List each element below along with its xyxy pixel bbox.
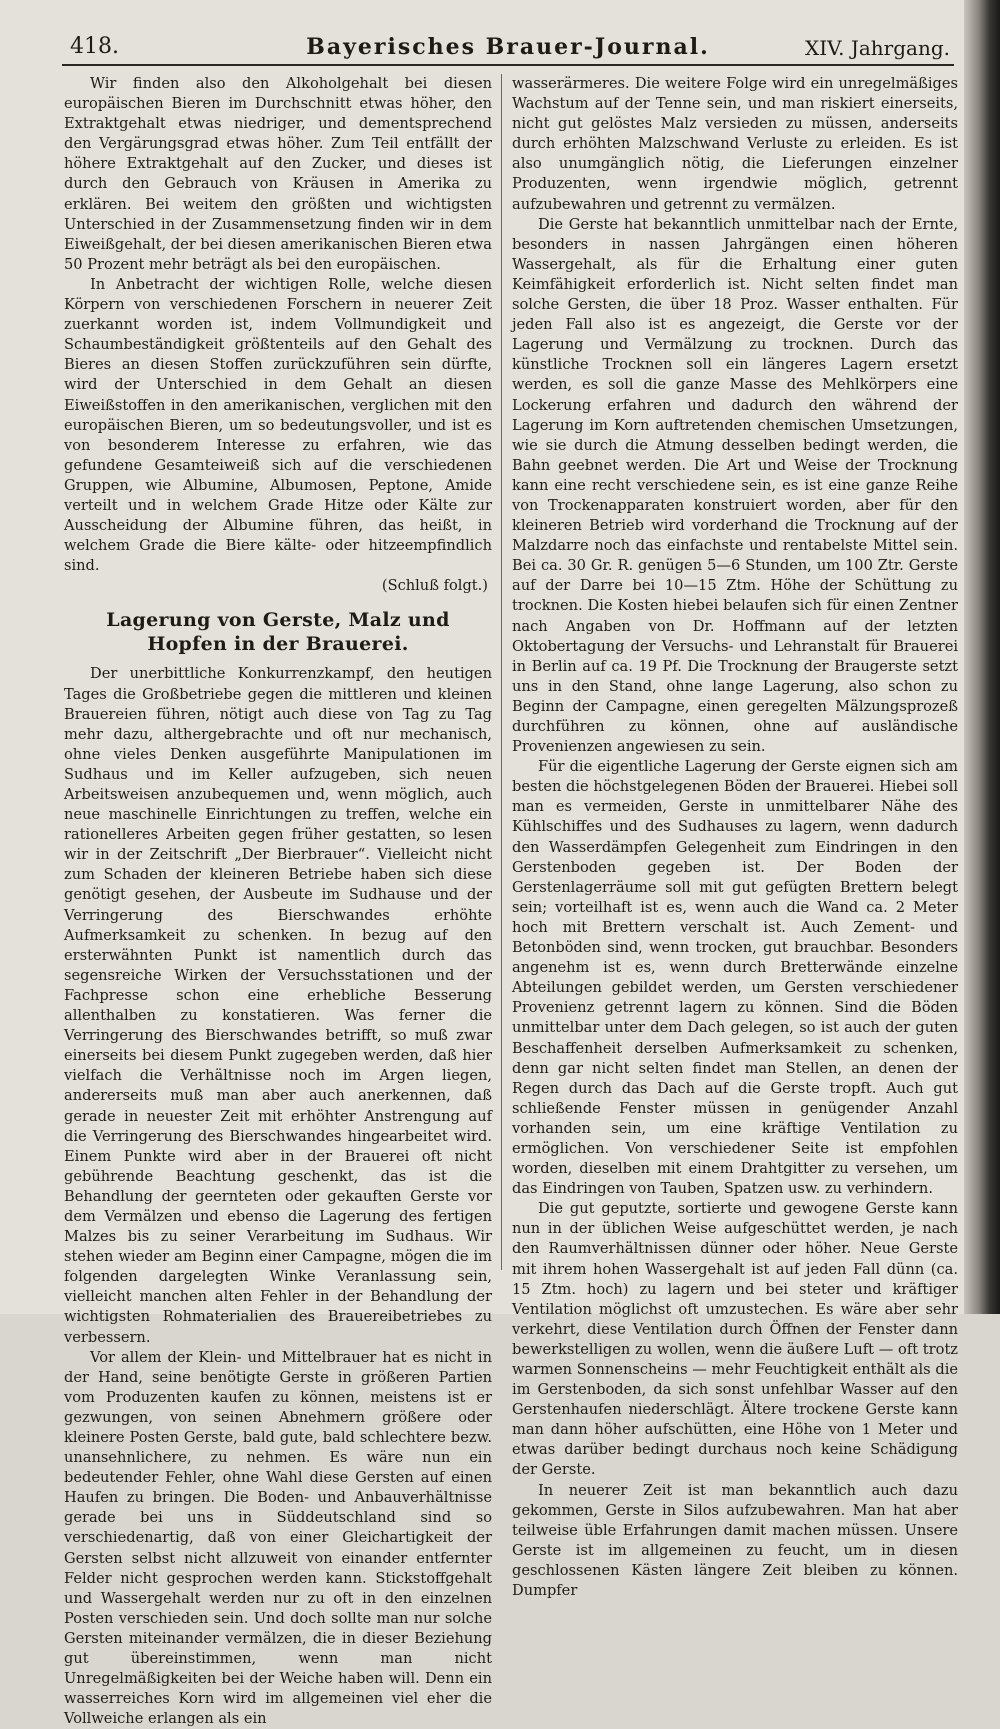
paragraph: In neuerer Zeit ist man bekanntlich auch dazu gekommen, Gerste in Silos aufzubewahren. Man hat aber teilweise üble Erfahrungen damit machen müssen. Unsere Gerste ist im allgemeinen zu feucht, um in diesen geschlossenen Kästen längere Zeit bleiben zu können. Dumpfer [512, 1481, 958, 1600]
paragraph: In Anbetracht der wichtigen Rolle, welche diesen Körpern von verschiedenen Forschern in neuerer Zeit zuerkannt worden ist, indem Vollmundigkeit und Schaumbeständigkeit größtenteils auf den Gehalt des Bieres an diesen Stoffen zurückzuführen sein dürfte, wird der Unterschied in dem Gehalt an diesen Eiweißstoffen in den amerikanischen, verglichen mit den europäischen Bieren, um so bedeutungsvoller, und ist es von besonderem Interesse zu erfahren, wie das gefundene Gesamteiweiß sich auf die verschiedenen Gruppen, wie Albumine, Albumosen, Peptone, Amide verteilt und in welchem Grade Hitze oder Kälte zur Ausscheidung der Albumine führen, das heißt, in welchem Grade die Biere kälte- oder hitzeempfindlich sind. [64, 275, 492, 575]
volume-label: XIV. Jahrgang. [805, 36, 950, 60]
paragraph: Der unerbittliche Konkurrenzkampf, den heutigen Tages die Großbetriebe gegen die mittleren und kleinen Brauereien führen, nötigt auch diese von Tag zu Tag mehr dazu, althergebrachte und oft nur mechanisch, ohne vieles Denken ausgeführte Manipulationen im Sudhaus und im Keller aufzugeben, sich neuen Arbeitsweisen anzubequemen und, wenn möglich, auch neue maschinelle Einrichtungen zu treffen, welche ein rationelleres Arbeiten gegen früher gestatten, so lesen wir in der Zeitschrift „Der Bierbrauer“. Vielleicht nicht zum Schaden der kleineren Betriebe haben sich diese genötigt gesehen, der Ausbeute im Sudhause und der Verringerung des Bierschwandes erhöhte Aufmerksamkeit zu schenken. In bezug auf den ersterwähnten Punkt ist namentlich durch das segensreiche Wirken der Versuchsstationen und der Fachpresse schon eine erhebliche Besserung allenthalben zu konstatieren. Was ferner die Verringerung des Bierschwandes betrifft, so muß zwar einerseits bei diesem Punkt zugegeben werden, daß hier vielfach die Verhältnisse noch im Argen liegen, andererseits muß man aber auch anerkennen, daß gerade in neuester Zeit mit erhöhter Anstrengung auf die Verringerung des Bierschwandes hingearbeitet wird. Einem Punkte wird aber in der Brauerei oft nicht gebührende Beachtung geschenkt, das ist die Behandlung der geernteten oder gekauften Gerste vor dem Vermälzen und ebenso die Lagerung des fertigen Malzes bis zu seiner Verarbeitung im Sudhaus. Wir stehen wieder am Beginn einer Campagne, mögen die im folgenden dargelegten Winke Veranlassung sein, vielleicht manchen alten Fehler in der Behandlung der wichtigsten Rohmaterialien des Brauereibetriebes zu verbessern. [64, 665, 492, 1346]
paragraph: Vor allem der Klein- und Mittelbrauer hat es nicht in der Hand, seine benötigte Gerste in größeren Partien vom Produzenten kaufen zu können, meistens ist er gezwungen, von seinen Abnehmern größere oder kleinere Posten Gerste, bald gute, bald schlechtere bezw. unansehnlichere, zu nehmen. Es wäre nun ein bedeutender Fehler, ohne Wahl diese Gersten auf einen Haufen zu bringen. Die Boden- und Anbauverhältnisse gerade bei uns in Süddeutschland sind so verschiedenartig, daß von einer Gleichartigkeit der Gersten selbst nicht allzuweit von einander entfernter Felder nicht gesprochen werden kann. Stickstoffgehalt und Wassergehalt werden nur zu oft in den einzelnen Posten verschieden sein. Und doch sollte man nur solche Gersten miteinander vermälzen, die in dieser Beziehung gut übereinstimmen, wenn man nicht Unregelmäßigkeiten bei der Weiche haben will. Denn ein wasserreiches Korn wird im allgemeinen viel eher die Vollweiche erlangen als ein [64, 1348, 492, 1728]
column-divider [501, 74, 502, 1270]
article-heading: Lagerung von Gerste, Malz und Hopfen in der Brauerei. [106, 609, 450, 656]
right-column [512, 74, 958, 1601]
paragraph: Wir finden also den Alkoholgehalt bei diesen europäischen Bieren im Durchschnitt etwas höher, den Extraktgehalt etwas niedriger, und dementsprechend den Vergärungsgrad etwas höher. Zum Teil entfällt der höhere Extraktgehalt auf den Zucker, und dieses ist durch den Gebrauch von Kräusen in Amerika zu erklären. Bei weitem den größten und wichtigsten Unterschied in der Zusammensetzung finden wir in dem Eiweißgehalt, der bei diesen amerikanischen Bieren etwa 50 Prozent mehr beträgt als bei den europäischen. [64, 75, 492, 273]
paragraph: Die gut geputzte, sortierte und gewogene Gerste kann nun in der üblichen Weise aufgeschüttet werden, je nach den Raumverhältnissen dünner oder höher. Neue Gerste mit ihrem hohen Wassergehalt ist auf jeden Fall dünn (ca. 15 Ztm. hoch) zu lagern und bei steter und kräftiger Ventilation möglichst oft umzustechen. Es wäre aber sehr verkehrt, diese Ventilation durch Öffnen der Fenster dann bewerkstelligen zu wollen, wenn die äußere Luft — oft trotz warmen Sonnenscheins — mehr Feuchtigkeit enthält als die im Gerstenboden, da sich sonst unfehlbar Wasser auf den Gerstenhaufen niederschlägt. Ältere trockene Gerste kann man dann höher aufschütten, eine Höhe von 1 Meter und etwas darüber bedingt durchaus noch keine Schädigung der Gerste. [512, 1200, 958, 1479]
paragraph: wasserärmeres. Die weitere Folge wird ein unregelmäßiges Wachstum auf der Tenne sein, und man riskiert einerseits, nicht gut gelöstes Malz versieden zu müssen, anderseits durch erhöhten Malzschwand Verluste zu erleiden. Es ist also unumgänglich nötig, die Lieferungen einzelner Produzenten, wenn irgendwie möglich, getrennt aufzubewahren und getrennt zu vermälzen. [512, 75, 958, 213]
page-number: 418. [70, 34, 119, 59]
journal-title: Bayerisches Brauer-Journal. [306, 34, 710, 60]
paragraph: Für die eigentliche Lagerung der Gerste eignen sich am besten die höchstgelegenen Böden der Brauerei. Hiebei soll man es vermeiden, Gerste in unmittelbarer Nähe des Kühlschiffes und des Sudhauses zu lagern, wenn dadurch den Wasserdämpfen Gelegenheit zum Eindringen in den Gerstenboden gegeben ist. Der Boden der Gerstenlagerräume soll mit gut gefügten Brettern belegt sein; vorteilhaft ist es, wenn auch die Wand ca. 2 Meter hoch mit Brettern verschalt ist. Auch Zement- und Betonböden sind, wenn trocken, gut brauchbar. Besonders angenehm ist es, wenn durch Bretterwände einzelne Abteilungen gebildet werden, um Gersten verschiedener Provenienz getrennt lagern zu können. Sind die Böden unmittelbar unter dem Dach gelegen, so ist auch der guten Beschaffenheit derselben Aufmerksamkeit zu schenken, denn gar nicht selten findet man Stellen, an denen der Regen durch das Dach auf die Gerste tropft. Auch gut schließende Fenster müssen in genügender Anzahl vorhanden sein, um eine kräftige Ventilation zu ermöglichen. Von verschiedener Seite ist empfohlen worden, dieselben mit einem Drahtgitter zu versehen, um das Eindringen von Tauben, Spatzen usw. zu verhindern. [512, 758, 958, 1198]
page-binding-edge [964, 0, 1000, 1314]
continuation-note: (Schluß folgt.) [381, 577, 488, 595]
running-header [62, 28, 954, 66]
left-column [64, 74, 492, 1729]
paragraph: Die Gerste hat bekanntlich unmittelbar nach der Ernte, besonders in nassen Jahrgängen einen höheren Wassergehalt, als für die Erhaltung einer guten Keimfähigkeit erforderlich ist. Nicht selten findet man solche Gersten, die über 18 Proz. Wasser enthalten. Für jeden Fall also ist es angezeigt, die Gerste vor der Lagerung und Vermälzung zu trocknen. Durch das künstliche Trocknen soll ein längeres Lagern ersetzt werden, es soll die ganze Masse des Mehlkörpers eine Lockerung erfahren und dadurch den während der Lagerung im Korn auftretenden chemischen Umsetzungen, wie sie durch die Atmung desselben bedingt werden, die Bahn geebnet werden. Die Art und Weise der Trocknung kann eine recht verschiedene sein, es ist eine ganze Reihe von Trockenapparaten konstruiert worden, aber für den kleineren Betrieb wird vorderhand die Trocknung auf der Malzdarre noch das einfachste und rentabelste Mittel sein. Bei ca. 30 Gr. R. genügen 5—6 Stunden, um 100 Ztr. Gerste auf der Darre bei 10—15 Ztm. Höhe der Schüttung zu trocknen. Die Kosten hiebei belaufen sich für einen Zentner nach Angaben von Dr. Hoffmann auf der letzten Oktobertagung der Versuchs- und Lehranstalt für Brauerei in Berlin auf ca. 19 Pf. Die Trocknung der Braugerste setzt uns in den Stand, ohne lange Lagerung, also schon zu Beginn der Campagne, einen geregelten Mälzungsprozeß durchführen zu können, ohne auf ausländische Provenienzen angewiesen zu sein. [512, 215, 958, 756]
